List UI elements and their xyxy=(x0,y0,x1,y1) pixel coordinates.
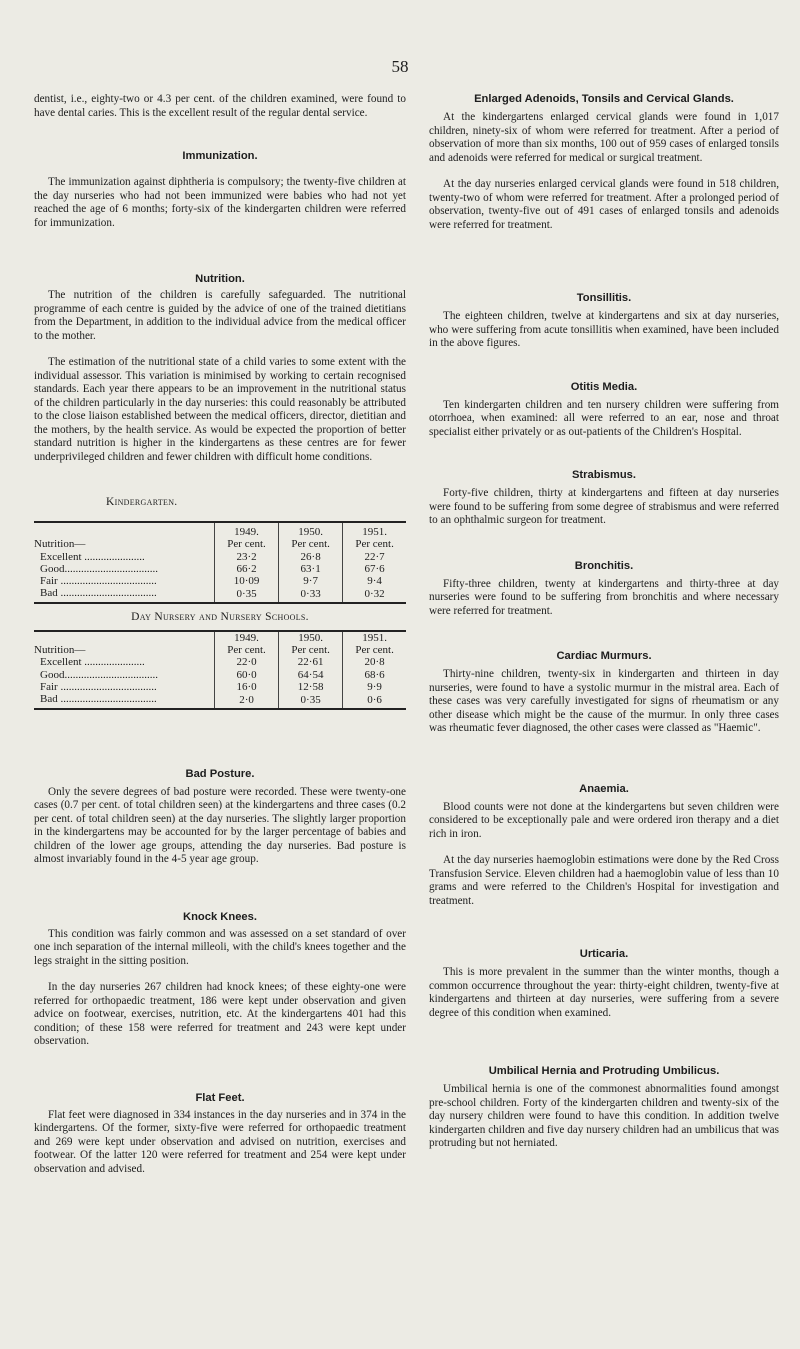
row-label: Good xyxy=(40,668,65,681)
table-cell: 20·8 xyxy=(343,656,406,668)
knock-knees-paragraph-2: In the day nurseries 267 children had knock knees; of these eighty-one were referred for orthopaedic treatment, 186 were kept under observation and given advice on footwear, exercises, nutrition, etc. At the kindergartens 401 had this condition; of these 158 were referred for treatment and 243 were kept under observation. xyxy=(34,981,406,1048)
table-row xyxy=(34,681,406,693)
bronchitis-paragraph: Fifty-three children, twenty at kindergartens and thirty-three at day nurseries were found to be suffering from bronchitis and where necessary were referred for treatment. xyxy=(429,577,779,617)
bronchitis-heading: Bronchitis. xyxy=(574,559,634,572)
column-header-year: 1950. xyxy=(279,631,343,644)
table-row xyxy=(34,693,406,708)
table-row xyxy=(34,563,406,575)
table-cell: 0·35 xyxy=(279,693,343,708)
bad-posture-paragraph: Only the severe degrees of bad posture were recorded. These were twenty-one cases (0.7 per cent. of total children seen) at the kindergartens and three cases (0.2 per cent. of total children seen) at the day nurseries. The slightly larger proportion in the kindergartens may be accounted for by the larger percentage of babies and children of the lower age groups, attending the day nurseries. Bad posture is almost invariably found in the 4-5 year age group. xyxy=(34,785,406,866)
table-row xyxy=(34,551,406,563)
immunization-heading: Immunization. xyxy=(182,150,258,162)
table-row xyxy=(34,669,406,681)
column-header-year: 1949. xyxy=(215,631,279,644)
table-row xyxy=(34,587,406,602)
row-leader-dots: .................................. xyxy=(64,668,158,681)
column-header-unit: Per cent. xyxy=(215,644,279,656)
row-label: Excellent xyxy=(40,550,82,563)
column-header-year: 1950. xyxy=(279,522,343,538)
flat-feet-paragraph: Flat feet were diagnosed in 334 instances in the day nurseries and in 374 in the kindergartens. Of the former, sixty-five were referred for orthopaedic treatment and 269 were kept under observation and advised on nutrition, exercises and footwear. Of the latter 120 were referred for treatment and 254 were kept under observation and advised. xyxy=(34,1108,406,1175)
table-cell: 16·0 xyxy=(215,681,279,693)
table-cell: 9·9 xyxy=(343,681,406,693)
column-header-unit: Per cent. xyxy=(343,644,406,656)
column-header-year: 1949. xyxy=(215,522,279,538)
intro-paragraph: dentist, i.e., eighty-two or 4.3 per cent. of the children examined, were found to have dental caries. This is the excellent result of the regular dental service. xyxy=(34,93,406,119)
bad-posture-heading: Bad Posture. xyxy=(185,767,255,780)
table-row-header-label: Nutrition— xyxy=(34,538,86,551)
row-label: Bad xyxy=(40,587,58,600)
umbilical-hernia-heading: Umbilical Hernia and Protruding Umbilicus. xyxy=(488,1065,720,1077)
row-label: Good xyxy=(40,562,65,575)
table-cell: 23·2 xyxy=(215,551,279,563)
tonsillitis-paragraph: The eighteen children, twelve at kindergartens and six at day nurseries, who were suffering from acute tonsillitis when examined, have been included in the above figures. xyxy=(429,310,779,349)
otitis-media-heading: Otitis Media. xyxy=(570,380,638,393)
row-leader-dots: ...................... xyxy=(81,656,145,669)
row-leader-dots: .................................. xyxy=(64,562,158,575)
nutrition-paragraph-2: The estimation of the nutritional state of a child varies to some extent with the individual assessor. This variation is minimised by working to certain recognised standards. Each year there appears to be an improvement in the nutritional status of the children particularly in the day nurseries: this could reasonably be attributed to the close liaison established between the medical officers, director, dietitian and the mothers, by the health service. As would be expected the proportion of better standard nutrition is higher in the kindergartens as these centres are for fewer underprivileged children and fewer children with difficult home conditions. xyxy=(34,356,406,463)
table-row xyxy=(34,575,406,587)
row-leader-dots: ................................... xyxy=(57,587,157,600)
row-label: Fair xyxy=(40,575,58,588)
row-label: Fair xyxy=(40,680,58,693)
adenoids-heading: Enlarged Adenoids, Tonsils and Cervical Glands. xyxy=(474,93,734,105)
table-row xyxy=(34,656,406,668)
column-header-unit: Per cent. xyxy=(215,538,279,550)
knock-knees-paragraph-1: This condition was fairly common and was assessed on a set standard of over one inch separation of the internal milleoli, with the child's knees together and the legs straight in the sitting position. xyxy=(34,927,406,967)
table-cell: 0·35 xyxy=(215,587,279,602)
kindergarten-table-title: Kindergarten. xyxy=(106,496,178,508)
flat-feet-heading: Flat Feet. xyxy=(195,1091,245,1104)
adenoids-paragraph-1: At the kindergartens enlarged cervical glands were found in 1,017 children, ninety-six of whom were referred for treatment. After a period of observation of more than six months, 100 out of 959 cases of enlarged tonsils and adenoids were referred for medical or surgical treatment. xyxy=(429,111,779,164)
table-cell: 0·33 xyxy=(279,587,343,602)
row-label: Bad xyxy=(40,693,58,706)
urticaria-paragraph: This is more prevalent in the summer than the winter months, though a common occurrence throughout the year: thirty-eight children, twenty-five at kindergartens and thirteen at day nurseries, were suffering from a severe degree of this condition when examined. xyxy=(429,966,779,1019)
anaemia-paragraph-2: At the day nurseries haemoglobin estimations were done by the Red Cross Transfusion Service. Eleven children had a haemoglobin value of less than 10 grams and were referred to the Children's Hospital for investigation and treatment. xyxy=(429,854,779,907)
column-header-unit: Per cent. xyxy=(279,538,343,550)
table-cell: 64·54 xyxy=(279,669,343,681)
row-leader-dots: ................................... xyxy=(57,575,157,588)
strabismus-heading: Strabismus. xyxy=(571,469,637,481)
column-header-unit: Per cent. xyxy=(343,538,406,550)
tonsillitis-heading: Tonsillitis. xyxy=(576,292,632,304)
left-column xyxy=(34,93,406,1176)
day-nursery-table xyxy=(34,630,406,710)
row-label: Excellent xyxy=(40,656,82,669)
table-cell: 0·32 xyxy=(343,587,406,602)
table-cell: 12·58 xyxy=(279,681,343,693)
table-cell: 22·61 xyxy=(279,656,343,668)
table-row-header-label: Nutrition— xyxy=(34,644,86,657)
table-cell: 60·0 xyxy=(215,669,279,681)
column-header-year: 1951. xyxy=(343,522,406,538)
adenoids-paragraph-2: At the day nurseries enlarged cervical glands were found in 518 children, twenty-two of whom were referred for treatment. After a prolonged period of observation, twenty-five out of 491 cases of enlarged tonsils and adenoids were referred for treatment. xyxy=(429,178,779,231)
table-cell: 9·4 xyxy=(343,575,406,587)
day-nursery-table-title: Day Nursery and Nursery Schools. xyxy=(131,610,309,623)
anaemia-paragraph-1: Blood counts were not done at the kindergartens but seven children were considered to be exceptionally pale and were ordered iron therapy and a diet rich in iron. xyxy=(429,800,779,840)
immunization-paragraph: The immunization against diphtheria is compulsory; the twenty-five children at the day nurseries who had not been immunized were babies who had not yet reached the age of 6 months; forty-six of the kindergarten children were referred for immunization. xyxy=(34,176,406,229)
page-number: 58 xyxy=(391,57,409,76)
knock-knees-heading: Knock Knees. xyxy=(183,910,257,923)
cardiac-murmurs-heading: Cardiac Murmurs. xyxy=(556,650,652,662)
table-cell: 0·6 xyxy=(343,693,406,708)
nutrition-paragraph-1: The nutrition of the children is carefully safeguarded. The nutritional programme of each centre is guided by the advice of one of the trained dietitians from the Department, in addition to the individual advice from the medical officer to the mother. xyxy=(34,289,406,342)
row-leader-dots: ................................... xyxy=(57,680,157,693)
column-header-unit: Per cent. xyxy=(279,644,343,656)
nutrition-heading: Nutrition. xyxy=(195,273,245,285)
column-header-year: 1951. xyxy=(343,631,406,644)
table-cell: 63·1 xyxy=(279,563,343,575)
table-cell: 2·0 xyxy=(215,693,279,708)
table-cell: 26·8 xyxy=(279,551,343,563)
table-cell: 10·09 xyxy=(215,575,279,587)
row-leader-dots: ...................... xyxy=(81,550,145,563)
kindergarten-table xyxy=(34,521,406,604)
table-cell: 22·0 xyxy=(215,656,279,668)
cardiac-murmurs-paragraph: Thirty-nine children, twenty-six in kindergarten and thirteen in day nurseries, were found to have a systolic murmur in the mistral area. Each of these cases was very carefully investigated for signs of rheumatism or any other disease which might be the cause of the murmur. In only three cases was rheumatic fever diagnosed, the other cases were classed as "Haemic". xyxy=(429,668,779,734)
right-column xyxy=(429,93,779,1151)
otitis-media-paragraph: Ten kindergarten children and ten nursery children were suffering from otorrhoea, when examined: all were referred to an ear, nose and throat specialist either privately or as out-patients of the Children's Hospital. xyxy=(429,398,779,438)
table-cell: 68·6 xyxy=(343,669,406,681)
urticaria-heading: Urticaria. xyxy=(579,948,629,960)
table-cell: 66·2 xyxy=(215,563,279,575)
strabismus-paragraph: Forty-five children, thirty at kindergartens and fifteen at day nurseries were found to be suffering from some degree of strabismus and were referred to an ophthalmic surgeon for treatment. xyxy=(429,487,779,526)
table-cell: 22·7 xyxy=(343,551,406,563)
table-cell: 9·7 xyxy=(279,575,343,587)
row-leader-dots: ................................... xyxy=(57,693,157,706)
umbilical-hernia-paragraph: Umbilical hernia is one of the commonest abnormalities found amongst pre-school children. Forty of the kindergarten children and twenty-six of the day nursery children were found to have this condition. In addition twelve kindergarten children and five day nursery children had an umbilicus that was protruding but not herniated. xyxy=(429,1083,779,1149)
table-cell: 67·6 xyxy=(343,563,406,575)
anaemia-heading: Anaemia. xyxy=(579,782,629,795)
